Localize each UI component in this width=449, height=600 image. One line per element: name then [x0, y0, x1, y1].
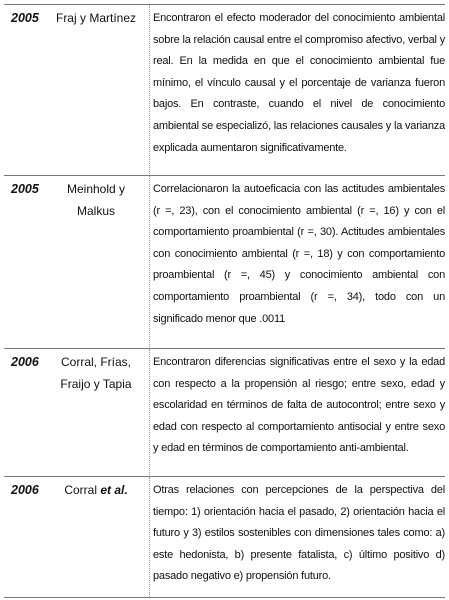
- table-row: [4, 348, 445, 477]
- author-name: Corral: [64, 483, 101, 497]
- finding-cell: Otras relaciones con percepciones de la perspectiva del tiempo: 1) orientación hacia el pasado, 2) orientación hacia el futuro y 3) estilos sostenibles con dimensiones tales como: a) este hedonista, b) presente fatalista, c) último positivo d) pasado negativo e) propensión futuro.: [153, 484, 445, 583]
- year-cell: 2006: [11, 483, 39, 497]
- author-cell: [48, 480, 144, 502]
- finding-cell: Encontraron diferencias significativas entre el sexo y la edad con respecto a la propensión al riesgo; entre sexo, edad y escolaridad en términos de falta de autocontrol; entre sexo y edad con respecto al comportamiento antisocial y entre sexo y edad en términos de comportamiento anti-ambiental.: [153, 356, 445, 455]
- author-cell: Fraj y Martínez: [55, 11, 136, 25]
- finding-cell: Encontraron el efecto moderador del conocimiento ambiental sobre la relación causal entre el compromiso afectivo, verbal y real. En la medida en que el conocimiento ambiental fue mínimo, el vínculo causal y el porcentaje de varianza fueron bajos. En contraste, cuando el nivel de conocimiento ambiental se especializó, las relaciones causales y la varianza explicada aumentaron significativamente.: [153, 12, 445, 154]
- year-cell: 2005: [11, 182, 39, 196]
- year-cell: 2006: [11, 355, 39, 369]
- author-cell: Meinhold y Malkus: [66, 182, 126, 218]
- column-divider: [149, 176, 150, 349]
- column-divider: [149, 349, 150, 477]
- table-row: [4, 4, 445, 176]
- column-divider: [149, 477, 150, 597]
- year-cell: 2005: [11, 11, 39, 25]
- column-divider: [149, 5, 150, 176]
- table-row: [4, 175, 445, 349]
- table-row: [4, 476, 445, 598]
- finding-cell: Correlacionaron la autoeficacia con las actitudes ambientales (r =, 23), con el conocimiento ambiental (r =, 16) y con el comportamiento proambiental (r =, 30). Actitudes ambientales con conocimiento ambiental (r =, 18) y con comportamiento proambiental (r =, 45) y conocimiento ambiental con comportamiento proambiental (r =, 34), todo con un significado menor que .0011: [153, 183, 445, 325]
- author-cell: Corral, Frías, Fraijo y Tapia: [60, 355, 132, 391]
- et-al-text: et al.: [100, 483, 128, 497]
